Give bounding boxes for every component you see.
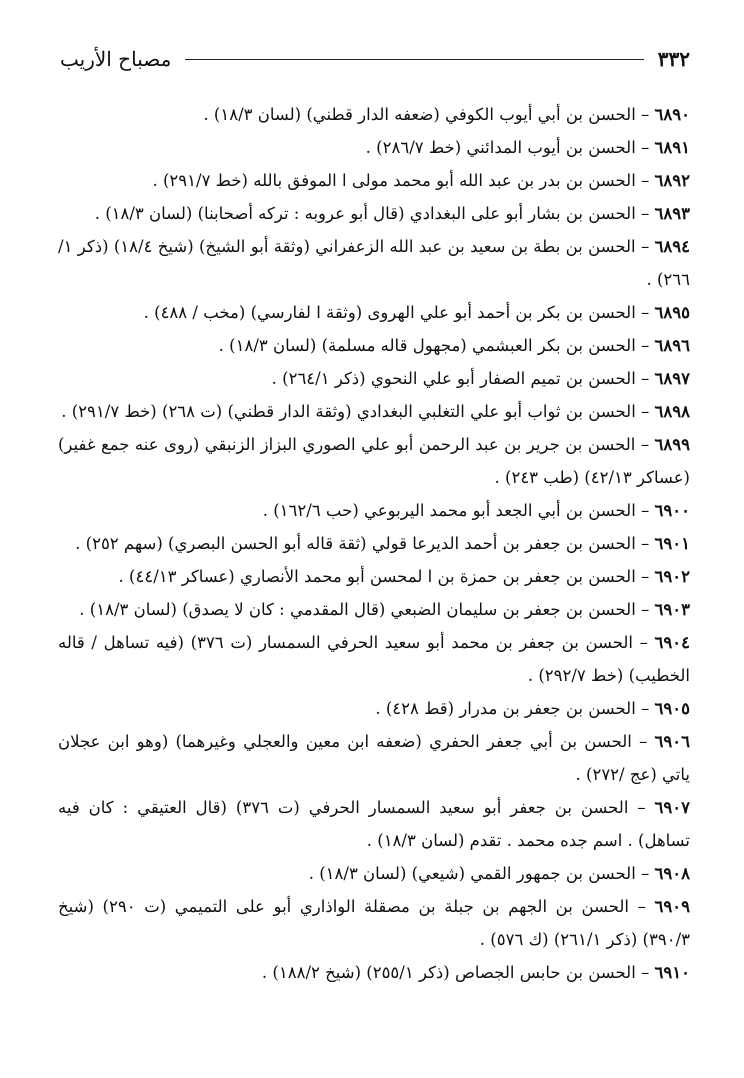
entry-text: الحسن بن أبي الجعد أبو محمد اليربوعي (حب ١٦٢/٦) . (262, 501, 636, 520)
entry-text: الحسن بن أيوب المدائني (خط ٢٨٦/٧) . (365, 138, 636, 157)
entry-text: الحسن بن جعفر بن محمد أبو سعيد الحرفي السمسار (ت ٣٧٦) (فيه تساهل / قاله الخطيب) (خط ٢٩٢/٧) . (58, 633, 690, 685)
entry: ٦٨٩٦ – الحسن بن بكر العبشمي (مجهول قاله مسلمة) (لسان ١٨/٣) . (218, 336, 690, 355)
entry-text: الحسن بن جرير بن عبد الرحمن أبو علي الصوري البزاز الزنبقي (روى عنه جمع غفير) (عساكر ٤٢/١٣) (طب ٢٤٣) . (58, 435, 690, 487)
entry-text: الحسن بن حابس الجصاص (ذكر ٢٥٥/١) (شيخ ١٨٨/٢) . (261, 963, 636, 982)
entry: ٦٩٠٠ – الحسن بن أبي الجعد أبو محمد اليربوعي (حب ١٦٢/٦) . (262, 501, 690, 520)
entry: ٦٩٠٣ – الحسن بن جعفر بن سليمان الضبعي (قال المقدمي : كان لا يصدق) (لسان ١٨/٣) . (79, 600, 690, 619)
entry-number: ٦٨٩٤ (654, 237, 691, 256)
entry-number: ٦٨٩٦ (654, 336, 690, 355)
entry-text: الحسن بن بكر العبشمي (مجهول قاله مسلمة) (لسان ١٨/٣) . (218, 336, 636, 355)
entry-number: ٦٩٠٩ (654, 897, 690, 916)
page-header (60, 42, 690, 76)
entry-text: الحسن بن بكر بن أحمد أبو علي الهروى (وثقة ا لفارسي) (مخب / ٤٨٨) . (143, 303, 636, 322)
entry-text: الحسن بن جعفر بن سليمان الضبعي (قال المقدمي : كان لا يصدق) (لسان ١٨/٣) . (79, 600, 636, 619)
entry-number: ٦٩٠٠ (654, 501, 690, 520)
entry-number: ٦٩٠٧ (654, 798, 690, 817)
entry: ٦٩٠٢ – الحسن بن جعفر بن حمزة بن ا لمحسن أبو محمد الأنصاري (عساكر ٤٤/١٣) . (118, 567, 690, 586)
entry-text: الحسن بن جعفر بن مدرار (قط ٤٢٨) . (375, 699, 636, 718)
entry: ٦٨٩٤ – الحسن بن بطة بن سعيد بن عبد الله الزعفراني (وثقة أبو الشيخ) (شيخ ١٨/٤) (ذكر ١/ ٢٦٦) . (58, 237, 691, 289)
entry-text: الحسن بن بشار أبو على البغدادي (قال أبو عروبه : تركه أصحابنا) (لسان ١٨/٣) . (94, 204, 636, 223)
entry: ٦٩٠٧ – الحسن بن جعفر أبو سعيد السمسار الحرفي (ت ٣٧٦) (قال العتيقي : كان فيه تساهل) . اسم جده محمد . تقدم (لسان ١٨/٣) . (58, 798, 690, 850)
entry-number: ٦٨٩٩ (654, 435, 690, 454)
entry-number: ٦٩٠١ (654, 534, 690, 553)
entry: ٦٨٩٢ – الحسن بن بدر بن عبد الله أبو محمد مولى ا الموفق بالله (خط ٢٩١/٧) . (152, 171, 690, 190)
page-number: ٣٣٢ (657, 47, 690, 71)
entry-number: ٦٩٠٨ (654, 864, 690, 883)
entry-number: ٦٨٩١ (654, 138, 690, 157)
entry: ٦٩٠١ – الحسن بن جعفر بن أحمد الديرعا قولي (ثقة قاله أبو الحسن البصري) (سهم ٢٥٢) . (75, 534, 690, 553)
entry-number: ٦٨٩٨ (654, 402, 690, 421)
entry: ٦٩١٠ – الحسن بن حابس الجصاص (ذكر ٢٥٥/١) (شيخ ١٨٨/٢) . (261, 963, 690, 982)
entry-number: ٦٩٠٥ (654, 699, 690, 718)
entry-list (58, 98, 690, 989)
entry-text: الحسن بن الجهم بن جبلة بن مصقلة الواذاري أبو على التميمي (ت ٢٩٠) (شيخ ٣٩٠/٣) (ذكر ٢٦١/١) (ك ٥٧٦) . (58, 897, 690, 949)
entry: ٦٩٠٩ – الحسن بن الجهم بن جبلة بن مصقلة الواذاري أبو على التميمي (ت ٢٩٠) (شيخ ٣٩٠/٣) (ذكر ٢٦١/١) (ك ٥٧٦) . (58, 897, 690, 949)
entry-text: الحسن بن جعفر بن أحمد الديرعا قولي (ثقة قاله أبو الحسن البصري) (سهم ٢٥٢) . (75, 534, 636, 553)
entry-number: ٦٨٩٢ (654, 171, 690, 190)
book-title: مصباح الأريب (60, 47, 172, 71)
entry: ٦٨٩٩ – الحسن بن جرير بن عبد الرحمن أبو علي الصوري البزاز الزنبقي (روى عنه جمع غفير) (عساكر ٤٢/١٣) (طب ٢٤٣) . (58, 435, 690, 487)
entry-text: الحسن بن أبي أيوب الكوفي (ضعفه الدار قطني) (لسان ١٨/٣) . (203, 105, 636, 124)
entry-number: ٦٩٠٤ (654, 633, 690, 652)
entry-text: الحسن بن بدر بن عبد الله أبو محمد مولى ا الموفق بالله (خط ٢٩١/٧) . (152, 171, 636, 190)
entry: ٦٨٩٣ – الحسن بن بشار أبو على البغدادي (قال أبو عروبه : تركه أصحابنا) (لسان ١٨/٣) . (94, 204, 690, 223)
entry-text: الحسن بن ثواب أبو علي التغلبي البغدادي (وثقة الدار قطني) (ت ٢٦٨) (خط ٢٩١/٧) . (61, 402, 636, 421)
entry-number: ٦٨٩٥ (654, 303, 690, 322)
entry: ٦٨٩١ – الحسن بن أيوب المدائني (خط ٢٨٦/٧) . (365, 138, 690, 157)
entry-text: الحسن بن جعفر أبو سعيد السمسار الحرفي (ت ٣٧٦) (قال العتيقي : كان فيه تساهل) . اسم جده محمد . تقدم (لسان ١٨/٣) . (58, 798, 690, 850)
entry-text: الحسن بن تميم الصفار أبو علي النحوي (ذكر ٢٦٤/١) . (271, 369, 636, 388)
entry-number: ٦٨٩٠ (654, 105, 690, 124)
entry: ٦٨٩٨ – الحسن بن ثواب أبو علي التغلبي البغدادي (وثقة الدار قطني) (ت ٢٦٨) (خط ٢٩١/٧) . (61, 402, 690, 421)
entry-text: الحسن بن بطة بن سعيد بن عبد الله الزعفراني (وثقة أبو الشيخ) (شيخ ١٨/٤) (ذكر ١/ ٢٦٦) . (58, 237, 690, 289)
entry: ٦٩٠٥ – الحسن بن جعفر بن مدرار (قط ٤٢٨) . (375, 699, 690, 718)
entry-text: الحسن بن أبي جعفر الحفري (ضعفه ابن معين والعجلي وغيرهما) (وهو ابن عجلان ياتي (عج /٢٧٢) . (58, 732, 690, 784)
entry: ٦٨٩٥ – الحسن بن بكر بن أحمد أبو علي الهروى (وثقة ا لفارسي) (مخب / ٤٨٨) . (143, 303, 690, 322)
entry-text: الحسن بن جعفر بن حمزة بن ا لمحسن أبو محمد الأنصاري (عساكر ٤٤/١٣) . (118, 567, 636, 586)
entry-number: ٦٩١٠ (654, 963, 690, 982)
entry-number: ٦٩٠٦ (654, 732, 690, 751)
entry-number: ٦٩٠٣ (654, 600, 690, 619)
entry: ٦٩٠٨ – الحسن بن جمهور القمي (شيعي) (لسان ١٨/٣) . (308, 864, 690, 883)
entry-text: الحسن بن جمهور القمي (شيعي) (لسان ١٨/٣) . (308, 864, 636, 883)
entry-number: ٦٨٩٣ (654, 204, 690, 223)
entry: ٦٨٩٠ – الحسن بن أبي أيوب الكوفي (ضعفه الدار قطني) (لسان ١٨/٣) . (203, 105, 690, 124)
entry-number: ٦٨٩٧ (654, 369, 690, 388)
entry: ٦٨٩٧ – الحسن بن تميم الصفار أبو علي النحوي (ذكر ٢٦٤/١) . (271, 369, 690, 388)
entry: ٦٩٠٤ – الحسن بن جعفر بن محمد أبو سعيد الحرفي السمسار (ت ٣٧٦) (فيه تساهل / قاله الخطيب) (خط ٢٩٢/٧) . (58, 633, 690, 685)
header-rule (185, 59, 643, 60)
entry-number: ٦٩٠٢ (654, 567, 690, 586)
entry: ٦٩٠٦ – الحسن بن أبي جعفر الحفري (ضعفه ابن معين والعجلي وغيرهما) (وهو ابن عجلان ياتي (عج /٢٧٢) . (58, 732, 690, 784)
